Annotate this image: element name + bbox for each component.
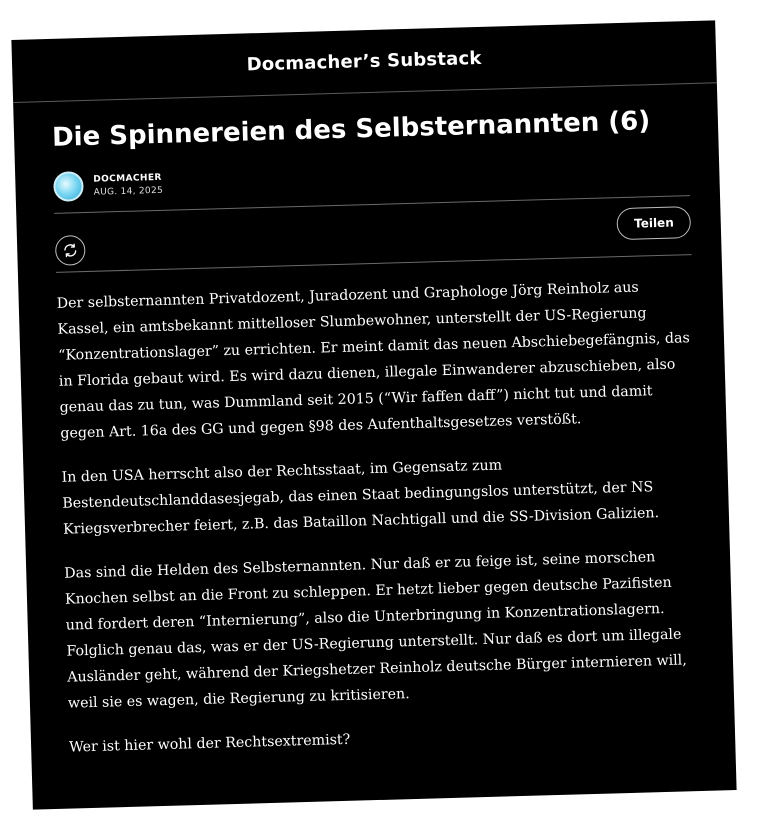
post-actions: [54, 196, 691, 270]
paragraph: Wer ist hier wohl der Rechtsextremist?: [68, 731, 351, 756]
post-meta: [93, 172, 163, 197]
author-name[interactable]: DOCMACHER: [93, 172, 162, 185]
restack-button[interactable]: [55, 235, 86, 266]
post-title: Die Spinnereien des Selbsternannten (6): [51, 106, 651, 153]
post-content: [14, 103, 736, 761]
paragraph: Das sind die Helden des Selbsternannten. Nur daß er zu feige ist, seine morschen Knochen selbst an die Front zu schleppen. Er hetzt lieber gegen deutsche Pazifisten und fordert deren “Internierung”, also die Unterbringung in Konzentrationslagern. Folglich genau das, was er der US-Regierung unterstellt. Nur daß es dort um illegale Ausländer geht, während der Kriegshetzer Reinholz deutsche Bürger internieren will, weil sie es wagen, die Regierung zu kritisieren.: [64, 549, 687, 712]
site-header: [11, 20, 716, 103]
paragraph: Der selbsternannten Privatdozent, Juradozent und Graphologe Jörg Reinholz aus Kassel, ein amtsbekannt mittelloser Slumbewohner, unterstellt der US-Regierung “Konzentrationslager” zu errichten. Er meint damit das neuen Abschiebegefängnis, das in Florida gebaut wird. Es wird dazu dienen, illegale Einwanderer abzuschieben, also genau das zu tun, was Dummland seit 2015 (“Wir faffen daff”) nicht tut und damit gegen Art. 16a des GG und gegen §98 des Aufenthaltsgesetzes verstößt.: [56, 279, 690, 442]
post-body: [56, 273, 705, 761]
article-panel: [11, 20, 736, 809]
avatar[interactable]: [53, 171, 84, 202]
paragraph: In den USA herrscht also der Rechtsstaat, im Gegensatz zum Bestendeutschlanddasesjegab, das einen Staat bedingungslos unterstützt, der NS Kriegsverbrecher feiert, z.B. das Bataillon Nachtigall und die SS-Division Galizien.: [61, 457, 660, 538]
restack-icon: [62, 242, 78, 258]
post-date: AUG. 14, 2025: [93, 185, 164, 198]
share-button[interactable]: Teilen: [617, 206, 692, 240]
site-title[interactable]: Docmacher’s Substack: [246, 47, 482, 75]
